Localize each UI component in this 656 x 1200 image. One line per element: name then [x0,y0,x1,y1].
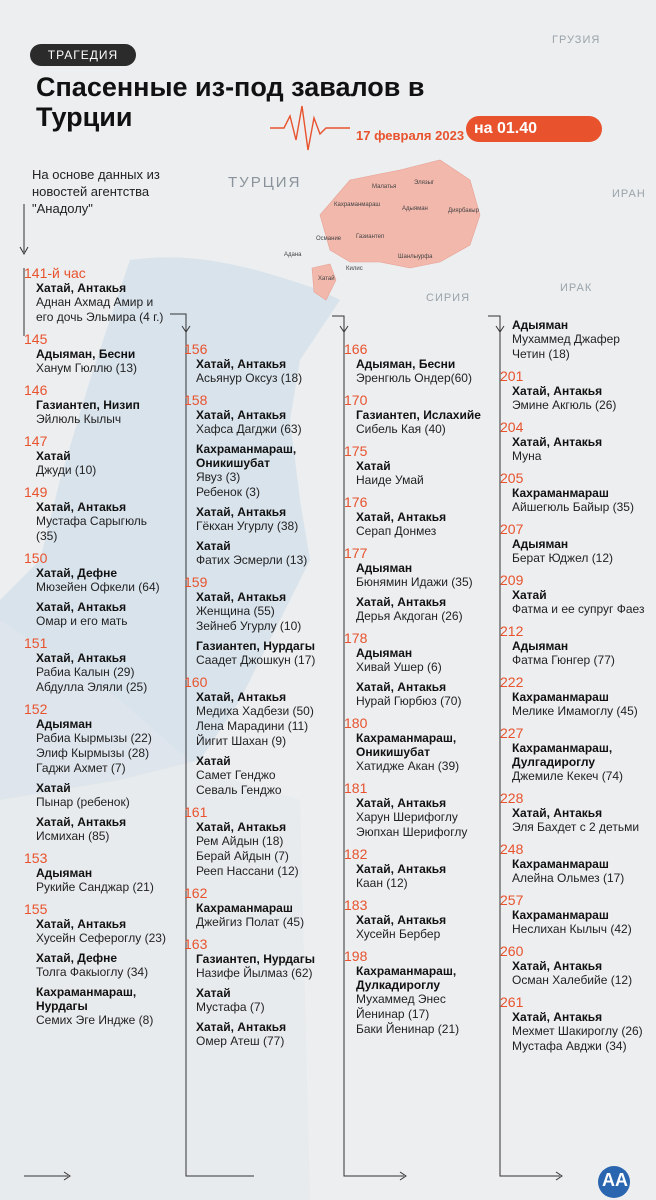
location-group [196,442,346,500]
hour-label: 260 [500,943,524,959]
timeline-entry [500,419,656,464]
hour-label: 175 [344,443,368,459]
survivor-name: Гёкхан Угурлу (38) [196,519,299,533]
page-title [36,72,476,132]
location-label: Адыяман, Бесни [356,357,456,371]
hour-label: 227 [500,725,524,741]
hour-label: 178 [344,630,368,646]
timeline-entry [500,623,656,668]
survivor-name: Рем Айдын (18) [196,834,284,848]
timeline-entry [344,392,506,437]
location-group [36,951,186,980]
hour-label: 161 [184,804,208,820]
survivor-name: Наиде Умай [356,473,424,487]
hour-label: 158 [184,392,208,408]
timeline-column [184,341,346,1056]
survivor-name: Берат Юджел (12) [512,551,614,565]
timeline-entry [184,341,346,386]
hour-label: 180 [344,715,368,731]
location-label: Адыяман [356,646,413,660]
survivor-name: Ребенок (3) [196,485,260,499]
province-label: Малатья [372,184,397,190]
hour-label: 248 [500,841,524,857]
survivor-name: Явуз (3) [196,470,241,484]
location-group [196,639,346,668]
survivor-name: Исмихан (85) [36,829,110,843]
location-group [356,561,506,590]
hour-label: 162 [184,885,208,901]
hour-label: 177 [344,545,368,561]
time-badge: на 01.40 [466,116,602,142]
survivor-name: Фатма Гюнгер (77) [512,653,615,667]
hour-label: 155 [24,901,48,917]
timeline-entry [500,892,656,937]
survivor-name: Неслихан Кылыч (42) [512,922,632,936]
hour-label: 205 [500,470,524,486]
source-note: На основе данных из новостей агентства "Анадолу" [32,167,160,216]
location-group [512,959,656,988]
location-label: Хатай [356,459,391,473]
location-group [36,347,186,376]
province-label: Шанлыурфа [398,254,433,260]
survivor-name: Йигит Шахан (9) [196,734,287,748]
hour-label: 181 [344,780,368,796]
timeline-entry [24,701,186,844]
province-label: Газиантеп [356,234,385,240]
location-group [36,781,186,810]
hour-label: 145 [24,331,48,347]
location-group [512,639,656,668]
survivor-name: Мухаммед Энес [356,992,446,1006]
survivor-name: Лена Марадини (11) [196,719,309,733]
timeline-entry [500,521,656,566]
survivor-name: Фатих Эсмерли (13) [196,553,308,567]
location-label: Кахраманмараш, Оникишубат [356,731,457,759]
hour-label: 182 [344,846,368,862]
category-tag: ТРАГЕДИЯ [30,44,136,66]
location-group [196,986,346,1015]
timeline-entry [344,443,506,488]
survivor-name: Хусейн Бербер [356,927,441,941]
location-group [196,901,346,930]
location-label: Хатай, Антакья [36,500,127,514]
hour-label: 147 [24,433,48,449]
country-label-iraq: ИРАК [560,282,593,294]
location-group [196,357,346,386]
location-label: Хатай, Антакья [356,913,447,927]
survivor-name: Пынар (ребенок) [36,795,130,809]
timeline-entry [500,725,656,784]
timeline-entry [184,804,346,879]
survivor-name: Эюпхан Шерифоглу [356,825,468,839]
location-group [36,566,186,595]
location-group [356,595,506,624]
location-label: Газиантеп, Ислахийе [356,408,481,422]
survivor-name: Рееп Нассани (12) [196,864,299,878]
hour-label: 146 [24,382,48,398]
timeline-entry [344,715,506,774]
hour-label: 152 [24,701,48,717]
survivor-name: Джуди (10) [36,463,97,477]
hour-label: 198 [344,948,368,964]
survivor-name: Элиф Кырмызы (28) [36,746,150,760]
location-group [512,690,656,719]
survivor-name: Хатидже Акан (39) [356,759,460,773]
hour-label: 160 [184,674,208,690]
location-group [196,1020,346,1049]
location-group [356,510,506,539]
survivor-name: Бюнямин Идажи (35) [356,575,473,589]
timeline-entry [184,674,346,798]
survivor-name: Фатма и ее супруг Фаез [512,602,645,616]
location-label: Адыяман [512,639,569,653]
location-group [36,281,186,325]
hour-label: 257 [500,892,524,908]
survivor-name: Семих Эге Индже (8) [36,1013,154,1027]
survivor-name: Эйлюль Кылыч [36,412,122,426]
location-group [512,486,656,515]
survivor-name: Четин (18) [512,347,570,361]
survivor-name: Каан (12) [356,876,408,890]
timeline-entry [500,790,656,835]
country-label-georgia: ГРУЗИЯ [552,34,601,46]
timeline-column [500,318,656,1061]
hour-label: 212 [500,623,524,639]
hour-label: 163 [184,936,208,952]
survivor-name: Рабиа Кырмызы (22) [36,731,152,745]
location-label: Хатай [196,986,231,1000]
survivor-name: Алейна Ольмез (17) [512,871,625,885]
province-label: Османие [316,236,342,242]
location-label: Кахраманмараш [512,486,609,500]
location-group [356,357,506,386]
location-group [196,590,346,634]
hour-label: 228 [500,790,524,806]
survivor-name: его дочь Эльмира (4 г.) [36,310,164,324]
location-group [196,408,346,437]
survivor-name: Толга Факыоглу (34) [36,965,149,979]
country-label-syria: СИРИЯ [426,292,471,304]
location-label: Хатай, Антакья [512,806,603,820]
location-label: Хатай, Антакья [356,862,447,876]
survivor-name: Женщина (55) [196,604,275,618]
location-label: Хатай [196,539,231,553]
survivor-name: Баки Йенинар (21) [356,1022,460,1036]
survivor-name: (35) [36,529,58,543]
timeline-entry [24,901,186,1028]
survivor-name: Йенинар (17) [356,1007,430,1021]
location-group [196,505,346,534]
survivor-name: Мустафа Сарыгюль [36,514,148,528]
province-label: Кахраманмараш [334,202,381,208]
location-label: Хатай, Дефне [36,566,118,580]
location-label: Кахраманмараш, Дулгадироглу [512,741,613,769]
timeline-entry [24,635,186,695]
location-group [356,862,506,891]
survivor-name: Саадет Джошкун (17) [196,653,316,667]
location-label: Кахраманмараш, Дулкадироглу [356,964,457,992]
location-label: Хатай, Антакья [36,281,127,295]
location-label: Газиантеп, Низип [36,398,140,412]
hour-label: 209 [500,572,524,588]
location-group [512,1010,656,1054]
hour-label: 176 [344,494,368,510]
location-group [512,384,656,413]
location-label: Хатай, Антакья [196,820,287,834]
location-group [36,815,186,844]
timeline-entry [24,484,186,544]
survivor-name: Абдулла Эляли (25) [36,680,148,694]
timeline-entry [344,948,506,1037]
province-label: Элязыг [414,180,435,186]
survivor-name: Самет Генджо [196,768,276,782]
location-group [356,796,506,840]
survivor-name: Ханум Гюллю (13) [36,361,137,375]
survivor-name: Омер Атеш (77) [196,1034,285,1048]
location-label: Хатай, Антакья [512,435,603,449]
survivor-name: Айшегюль Байыр (35) [512,500,634,514]
location-group [512,588,656,617]
survivor-name: Хусейн Сефероглу (23) [36,931,166,945]
province-label: Хатай [318,276,335,282]
location-group [36,449,186,478]
location-group [512,435,656,464]
location-label: Хатай [36,781,71,795]
location-label: Хатай, Антакья [356,796,447,810]
province-label: Адыяман [402,206,428,212]
survivor-name: Гаджи Ахмет (7) [36,761,126,775]
timeline-entry [24,382,186,427]
date-label: 17 февраля 2023 [356,128,465,143]
location-label: Адыяман [512,537,569,551]
timeline-entry [24,433,186,478]
survivor-name: Харун Шерифоглу [356,810,458,824]
survivor-name: Джемиле Кекеч (74) [512,769,624,783]
survivor-name: Нурай Гюрбюз (70) [356,694,462,708]
location-group [512,857,656,886]
survivor-name: Берай Айдын (7) [196,849,289,863]
hour-label: 261 [500,994,524,1010]
location-label: Адыяман [36,717,93,731]
timeline-entry [344,630,506,709]
timeline-entry [184,936,346,1049]
location-label: Адыяман [356,561,413,575]
location-group [512,806,656,835]
location-label: Хатай [512,588,547,602]
survivor-name: Рукийе Санджар (21) [36,880,154,894]
timeline-entry [500,943,656,988]
hour-label: 159 [184,574,208,590]
timeline-entry [500,572,656,617]
location-group [196,952,346,981]
location-group [356,731,506,774]
hour-label: 207 [500,521,524,537]
survivor-name: Омар и его мать [36,614,128,628]
location-label: Хатай, Антакья [36,815,127,829]
timeline-entry [24,850,186,895]
location-label: Хатай, Антакья [196,1020,287,1034]
location-label: Хатай, Антакья [36,917,127,931]
survivor-name: Эмине Акгюль (26) [512,398,617,412]
hour-label: 222 [500,674,524,690]
timeline-entry [500,674,656,719]
timeline-entry [500,368,656,413]
timeline-entry [344,341,506,386]
location-group [512,537,656,566]
location-group [36,651,186,695]
timeline-entry [344,494,506,539]
hour-label: 166 [344,341,368,357]
location-label: Хатай, Антакья [196,408,287,422]
location-label: Хатай, Антакья [356,680,447,694]
survivor-name: Асьянур Оксуз (18) [196,371,303,385]
survivor-name: Севаль Генджо [196,783,282,797]
survivor-name: Дерья Акдоган (26) [356,609,463,623]
location-group [356,408,506,437]
location-label: Хатай, Антакья [36,651,127,665]
location-group [512,908,656,937]
location-group [196,539,346,568]
location-label: Газиантеп, Нурдагы [196,639,315,653]
location-group [356,964,506,1037]
title-line: Турции [36,102,133,132]
timeline-entry [344,545,506,624]
location-group [356,646,506,675]
survivor-name: Хафса Дагджи (63) [196,422,302,436]
location-group [356,680,506,709]
survivor-name: Эренгюль Ондер(60) [356,371,472,385]
survivor-name: Хивай Ушер (6) [356,660,442,674]
timeline-entry [24,550,186,629]
location-group [36,717,186,776]
hour-label: 201 [500,368,524,384]
survivor-name: Рабиа Калын (29) [36,665,135,679]
location-label: Адыяман [36,866,93,880]
timeline-entry [500,994,656,1054]
timeline-entry [344,846,506,891]
location-label: Кахраманмараш, Оникишубат [196,442,297,470]
province-label: Килис [346,266,363,272]
hour-label: 170 [344,392,368,408]
survivor-name: Сибель Кая (40) [356,422,446,436]
location-label: Хатай, Антакья [36,600,127,614]
location-group [512,318,656,362]
location-label: Хатай, Антакья [512,1010,603,1024]
location-group [196,690,346,749]
timeline-entry [24,331,186,376]
hour-label: 150 [24,550,48,566]
location-group [36,500,186,544]
location-label: Кахраманмараш [512,908,609,922]
location-group [356,913,506,942]
location-group [36,917,186,946]
province-label: Адана [284,252,302,258]
location-label: Хатай, Антакья [196,357,287,371]
location-label: Хатай, Антакья [196,505,287,519]
location-group [196,754,346,798]
location-label: Хатай, Антакья [196,590,287,604]
hour-label: 183 [344,897,368,913]
location-label: Газиантеп, Нурдагы [196,952,315,966]
location-label: Хатай, Антакья [512,384,603,398]
location-group [36,600,186,629]
survivor-name: Эля Бахдет с 2 детьми [512,820,640,834]
timeline-entry [184,392,346,568]
location-group [196,820,346,879]
hour-label: 151 [24,635,48,651]
timeline-entry [512,318,656,362]
timeline-entry [184,574,346,668]
survivor-name: Аднан Ахмад Амир и [36,295,154,309]
timeline-entry [344,780,506,840]
location-label: Хатай, Антакья [356,510,447,524]
location-label: Адыяман [512,318,569,332]
survivor-name: Мехмет Шакироглу (26) [512,1024,643,1038]
timeline-entry [500,470,656,515]
title-line: Спасенные из-под завалов в [36,72,425,102]
location-label: Кахраманмараш [512,857,609,871]
survivor-name: Зейнеб Угурлу (10) [196,619,302,633]
survivor-name: Мустафа Авджи (34) [512,1039,627,1053]
location-label: Кахраманмараш [512,690,609,704]
hour-label: 156 [184,341,208,357]
hour-label: 149 [24,484,48,500]
survivor-name: Мелике Имамоглу (45) [512,704,638,718]
hour-label: 204 [500,419,524,435]
timeline-entry [500,841,656,886]
survivor-name: Медиха Хадбези (50) [196,704,314,718]
survivor-name: Джейгиз Полат (45) [196,915,305,929]
timeline-entry [184,885,346,930]
country-label-iran: ИРАН [612,188,646,200]
location-label: Хатай, Антакья [356,595,447,609]
location-label: Хатай, Дефне [36,951,118,965]
province-label: Диярбакыр [448,208,479,214]
location-label: Кахраманмараш [196,901,293,915]
timeline-column [344,341,506,1044]
timeline-entry [24,265,186,325]
timeline-column [24,265,186,1035]
location-group [512,741,656,784]
location-group [36,398,186,427]
agency-logo: AA [598,1166,630,1198]
location-label: Хатай, Антакья [512,959,603,973]
survivor-name: Серап Донмез [356,524,437,538]
hour-label: 153 [24,850,48,866]
location-group [36,985,186,1028]
survivor-name: Мюзейен Офкели (64) [36,580,160,594]
location-label: Хатай, Антакья [196,690,287,704]
survivor-name: Мустафа (7) [196,1000,265,1014]
location-group [36,866,186,895]
survivor-name: Осман Халебийе (12) [512,973,633,987]
timeline-entry [344,897,506,942]
location-label: Адыяман, Бесни [36,347,136,361]
location-label: Хатай [196,754,231,768]
survivor-name: Мухаммед Джафер [512,332,620,346]
hour-label: 141-й час [24,265,86,281]
location-label: Кахраманмараш, Нурдагы [36,985,137,1013]
location-label: Хатай [36,449,71,463]
location-group [356,459,506,488]
country-label-turkey: ТУРЦИЯ [228,174,302,191]
survivor-name: Муна [512,449,542,463]
survivor-name: Назифе Йылмаз (62) [196,966,313,980]
